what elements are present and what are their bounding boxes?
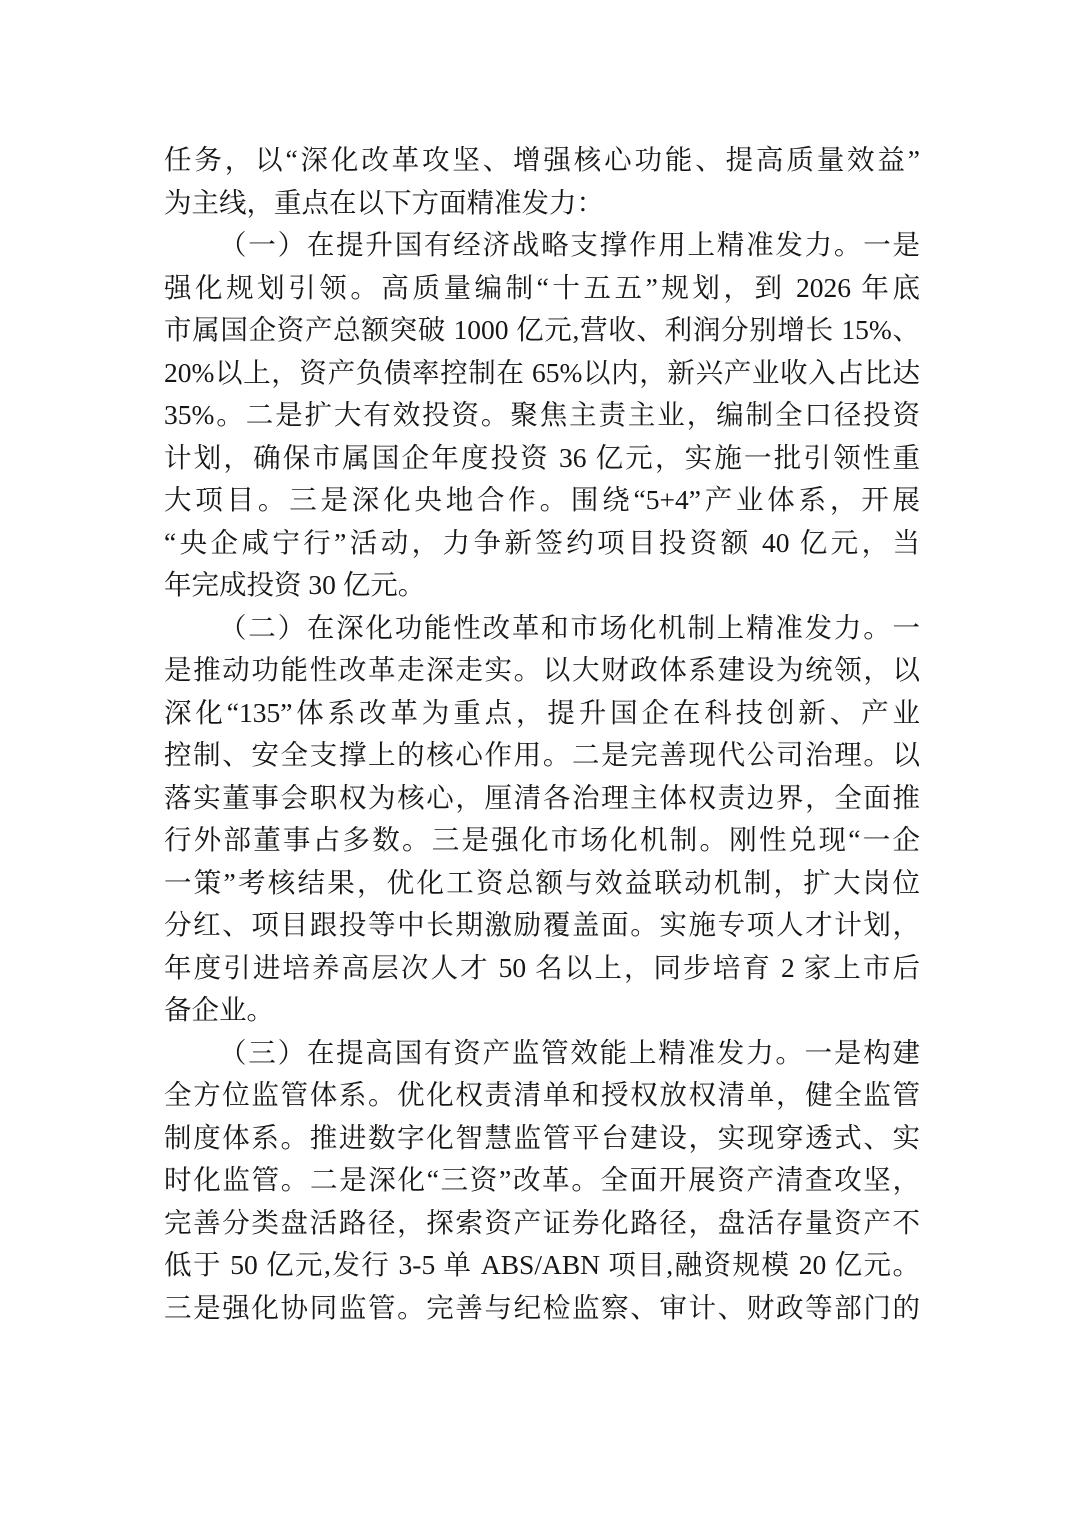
text-line: “央企咸宁行”活动，力争新签约项目投资额 40 亿元，当 xyxy=(164,526,920,558)
text-line: 行外部董事占多数。三是强化市场化机制。刚性兑现“一企 xyxy=(164,824,920,855)
text-line: 分红、项目跟投等中长期激励覆盖面。实施专项人才计划， xyxy=(164,909,920,940)
text-line: 年度引进培养高层次人才 50 名以上，同步培育 2 家上市后 xyxy=(164,951,920,983)
text-line: 三是强化协同监管。完善与纪检监察、审计、财政等部门的 xyxy=(164,1291,920,1323)
text-line: 控制、安全支撑上的核心作用。二是完善现代公司治理。以 xyxy=(164,739,920,770)
text-line: 强化规划引领。高质量编制“十五五”规划，到 2026 年底 xyxy=(164,271,920,303)
text-line: 低于 50 亿元,发行 3-5 单 ABS/ABN 项目,融资规模 20 亿元。 xyxy=(164,1249,920,1280)
text-line: 为主线，重点在以下方面精准发力： xyxy=(164,186,604,218)
text-line: 20%以上，资产负债率控制在 65%以内，新兴产业收入占比达 xyxy=(164,356,920,388)
text-line: 35%。二是扩大有效投资。聚焦主责主业，编制全口径投资 xyxy=(164,399,920,430)
text-line: 市属国企资产总额突破 1000 亿元,营收、利润分别增长 15%、 xyxy=(164,314,920,345)
text-line: 落实董事会职权为核心，厘清各治理主体权责边界，全面推 xyxy=(164,781,920,813)
text-line: 全方位监管体系。优化权责清单和授权放权清单，健全监管 xyxy=(164,1079,920,1110)
text-line: 备企业。 xyxy=(164,994,274,1025)
text-line: （二）在深化功能性改革和市场化机制上精准发力。一 xyxy=(219,611,920,643)
text-line: 一策”考核结果，优化工资总额与效益联动机制，扩大岗位 xyxy=(164,866,920,898)
text-line: 深化“135”体系改革为重点，提升国企在科技创新、产业 xyxy=(164,696,920,728)
text-line: 时化监管。二是深化“三资”改革。全面开展资产清查攻坚， xyxy=(164,1164,920,1195)
text-line: 计划，确保市属国企年度投资 36 亿元，实施一批引领性重 xyxy=(164,441,920,473)
text-line: 年完成投资 30 亿元。 xyxy=(164,569,426,600)
text-line: 完善分类盘活路径，探索资产证券化路径，盘活存量资产不 xyxy=(164,1206,920,1238)
text-line: 制度体系。推进数字化智慧监管平台建设，实现穿透式、实 xyxy=(164,1121,920,1153)
text-line: （三）在提高国有资产监管效能上精准发力。一是构建 xyxy=(219,1036,920,1068)
text-line: 大项目。三是深化央地合作。围绕“5+4”产业体系，开展 xyxy=(164,484,920,515)
document-text xyxy=(164,139,920,1329)
text-line: 任务，以“深化改革攻坚、增强核心功能、提高质量效益” xyxy=(164,144,920,175)
text-line: （一）在提升国有经济战略支撑作用上精准发力。一是 xyxy=(219,229,920,260)
text-line: 是推动功能性改革走深走实。以大财政体系建设为统领，以 xyxy=(164,654,920,685)
